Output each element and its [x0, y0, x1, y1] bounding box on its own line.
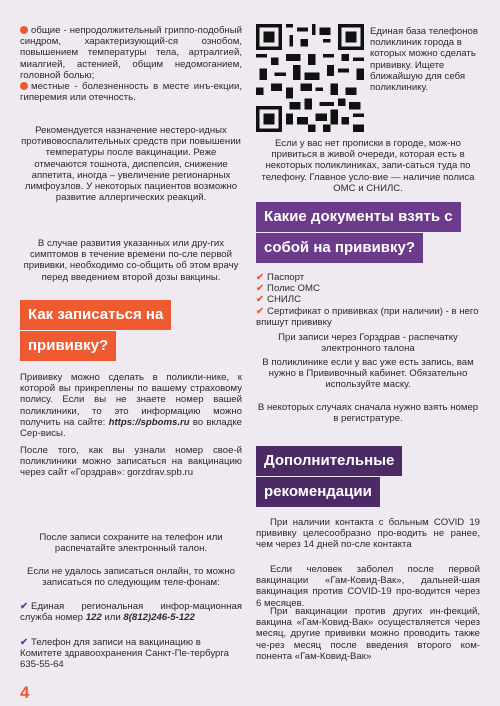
checkmark-icon: ✔: [20, 601, 29, 612]
nsaid-paragraph: Рекомендуется назначение нестеро-идных противовоспалительных средств при повышении температуры после вакцинации. Реже отмечаются тошнота, диспепсия, снижение аппетита, иногда – увеличение регионарных лимфоузлов. У некоторых пациентов возможно развитие аллергических реакций.: [21, 125, 241, 204]
checkmark-icon: ✔: [256, 305, 265, 317]
sick-after-first-paragraph: Если человек заболел после первой вакцинации «Гам-Ковид-Вак», дальней-шая вакцинация против COVID-19 про-водится через 6 месяцев.: [256, 564, 480, 609]
checkmark-icon: ✔: [20, 637, 29, 648]
document-item: ✔ Паспорт: [256, 272, 305, 283]
bullet-dot-icon: [20, 26, 28, 34]
page-number: 4: [20, 683, 30, 702]
side-effects-local: местные - болезненность в месте инъ-екции, гиперемия или отечность.: [20, 81, 242, 104]
other-infections-paragraph: При вакцинации против других ин-фекций, вакцина «Гам-Ковид-Вак» осуществляется через месяц, другие прививки можно проводить также че-рез месяц после введения второго ком-понента «Гам-Ковид-Вак»: [256, 606, 480, 662]
covid-contact-paragraph: При наличии контакта с больным COVID 19 прививку целесообразно про-водить не ранее, чем через 14 дней по-сле контакта: [256, 517, 480, 551]
side-effects-general: общие - непродолжительный гриппо-подобный синдром, характеризующий-ся ознобом, повышением температуры тела, артралгией, миалгией, астенией, общим недомоганием, головной болью;: [20, 25, 242, 81]
heading-recommendations-line1: Дополнительные: [256, 446, 402, 476]
save-ticket-paragraph: После записи сохраните на телефон или распечатайте электронный талон.: [39, 532, 223, 555]
heading-recommendations-line2: рекомендации: [256, 477, 380, 507]
heading-documents-line2: собой на прививку?: [256, 233, 423, 263]
document-item: ✔ Полис ОМС: [256, 283, 320, 295]
qr-code-image: [256, 24, 364, 132]
no-registration-paragraph: Если у вас нет прописки в городе, мож-но привиться в живой очереди, которая есть в некоторых поликлиниках, запи-саться туда по телефону. Главное усло-вие — наличие полиса ОМС и СНИЛС.: [261, 138, 475, 194]
heading-how-to-register-line1: Как записаться на: [20, 300, 171, 330]
checkmark-icon: ✔: [256, 283, 265, 295]
checkmark-icon: ✔: [256, 294, 265, 306]
clinic-paragraph: Прививку можно сделать в поликли-нике, к которой вы прикреплены по вашему страховому полису. Если вы не знаете номер вашей поликлиники, то это информацию можно получить на сайте: https://spboms.ru во вкладке Сер-висы.: [20, 372, 242, 440]
bullet-dot-icon: [20, 82, 28, 90]
document-item: ✔ Сертификат о прививках (при наличии) - в него впишут прививку: [256, 305, 479, 328]
phone-item-2: ✔ Телефон для записи на вакцинацию в Комитете здравоохранения Санкт-Пе-тербурга 635-55-64: [20, 637, 229, 671]
documents-list: [256, 272, 480, 328]
phones-intro: Если не удалось записаться онлайн, то можно записаться по следующим теле-фонам:: [27, 566, 235, 589]
checkmark-icon: ✔: [256, 272, 265, 283]
heading-documents-line1: Какие документы взять с: [256, 202, 461, 232]
vaccination-room-paragraph: В поликлинике если у вас уже есть запись, вам нужно в Прививочный кабинет. Обязательно используйте маску.: [262, 357, 474, 391]
heading-how-to-register-line2: прививку?: [20, 331, 116, 361]
spboms-link[interactable]: https://spboms.ru: [108, 416, 190, 428]
symptoms-paragraph: В случае развития указанных или дру-гих симптомов в течение времени по-сле первой прививки, необходимо со-общить об этом врачу перед введением второй дозы вакцины.: [23, 238, 239, 283]
qr-caption: Единая база телефонов поликлиник города в которых можно сделать прививку. Ищете ближайшую для себя поликлинику.: [370, 26, 478, 94]
gorzdrav-paragraph: После того, как вы узнали номер свое-й поликлиники можно записаться на вакцинацию через сайт «Горздрав»: gorzdrav.spb.ru: [20, 445, 242, 479]
phone-item-1: ✔ Единая региональная инфор-мационная служба номер 122 или 8(812)246-5-122: [20, 601, 242, 624]
document-item: ✔ СНИЛС: [256, 294, 302, 306]
registry-paragraph: В некоторых случаях сначала нужно взять номер в регистратуре.: [257, 402, 479, 425]
gorzdrav-ticket-paragraph: При записи через Горздрав - распечатку электронного талона: [278, 332, 458, 355]
